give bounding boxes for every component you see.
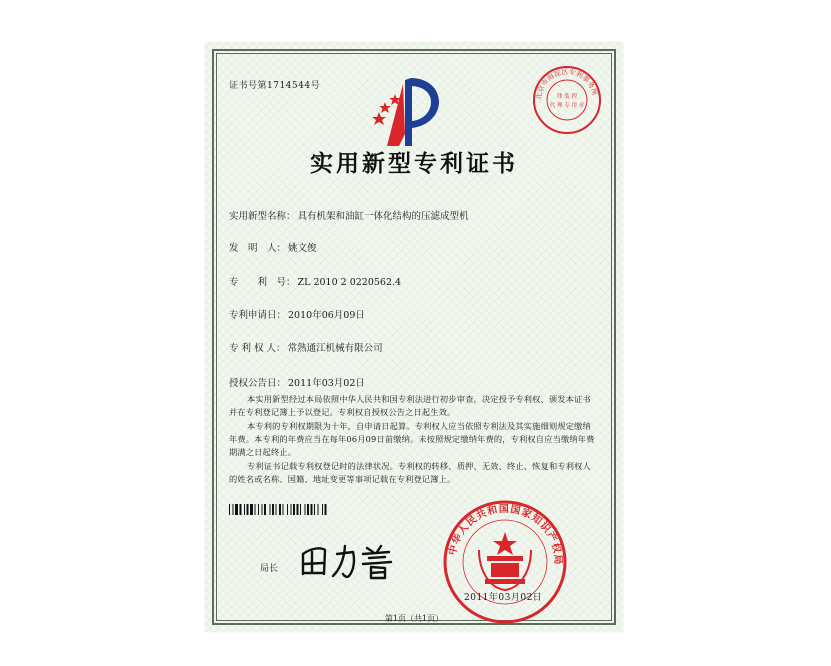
- agency-seal-line-1: 律 装 程: [557, 94, 577, 100]
- field-label: 专利申请日：: [229, 310, 287, 321]
- field-utility-model-name: [229, 208, 469, 222]
- field-value: 2011年03月02日: [288, 378, 365, 389]
- field-patent-number: [229, 274, 401, 288]
- field-label: 专 利 权 人：: [229, 343, 286, 354]
- certificate-paragraph-3: 专利证书记载专利权登记时的法律状况。专利权的转移、质押、无效、终止、恢复和专利权人的姓名或名称、国籍、地址变更等事项记载在专利登记簿上。: [229, 461, 591, 484]
- field-inventor: [229, 240, 317, 254]
- field-label: 专 利 号：: [229, 277, 296, 288]
- field-label: 发 明 人：: [229, 243, 287, 254]
- field-label: 授权公告日：: [229, 378, 287, 389]
- field-grant-date: [229, 375, 365, 389]
- agency-seal-ring-text: 北京市海淀区专利事务所: [534, 67, 599, 101]
- director-label: 局长: [260, 564, 279, 574]
- director-signature-icon: [297, 538, 407, 582]
- field-value: 具有机架和油缸一体化结构的压滤成型机: [297, 211, 469, 222]
- sipo-official-seal-icon: [441, 498, 569, 626]
- patent-certificate: [205, 42, 623, 632]
- field-label: 实用新型名称：: [229, 211, 296, 222]
- field-patentee: [229, 340, 383, 354]
- agency-seal-icon: [531, 64, 603, 136]
- certificate-title: 实用新型专利证书: [310, 150, 518, 177]
- certificate-paragraph-1: 本实用新型经过本局依照中华人民共和国专利法进行初步审查，决定授予专利权，颁发本证书并在专利登记簿上予以登记。专利权自授权公告之日起生效。: [229, 394, 591, 417]
- certificate-number: 证书号第1714544号: [229, 81, 321, 91]
- agency-seal-line-2: 代 理 专 用 章: [549, 103, 585, 109]
- barcode-icon: [229, 504, 381, 515]
- issue-date: 2011年03月02日: [464, 593, 543, 603]
- field-value: 常熟通江机械有限公司: [287, 343, 383, 354]
- certificate-paragraph-2: 本专利的专利权期限为十年，自申请日起算。专利权人应当依照专利法及其实施细则规定缴纳年费。本专利的年费应当在每年06月09日前缴纳。未按照规定缴纳年费的，专利权自应当缴纳年费期满之日起终止。: [229, 421, 595, 457]
- field-application-date: [229, 307, 365, 321]
- field-value: 2010年06月09日: [288, 310, 365, 321]
- official-seal-ring-text: 中华人民共和国国家知识产权局: [447, 503, 564, 566]
- field-value: 姚文俊: [288, 243, 317, 254]
- page-number: 第1页（共1页）: [384, 614, 444, 623]
- field-value: ZL 2010 2 0220562.4: [297, 277, 402, 288]
